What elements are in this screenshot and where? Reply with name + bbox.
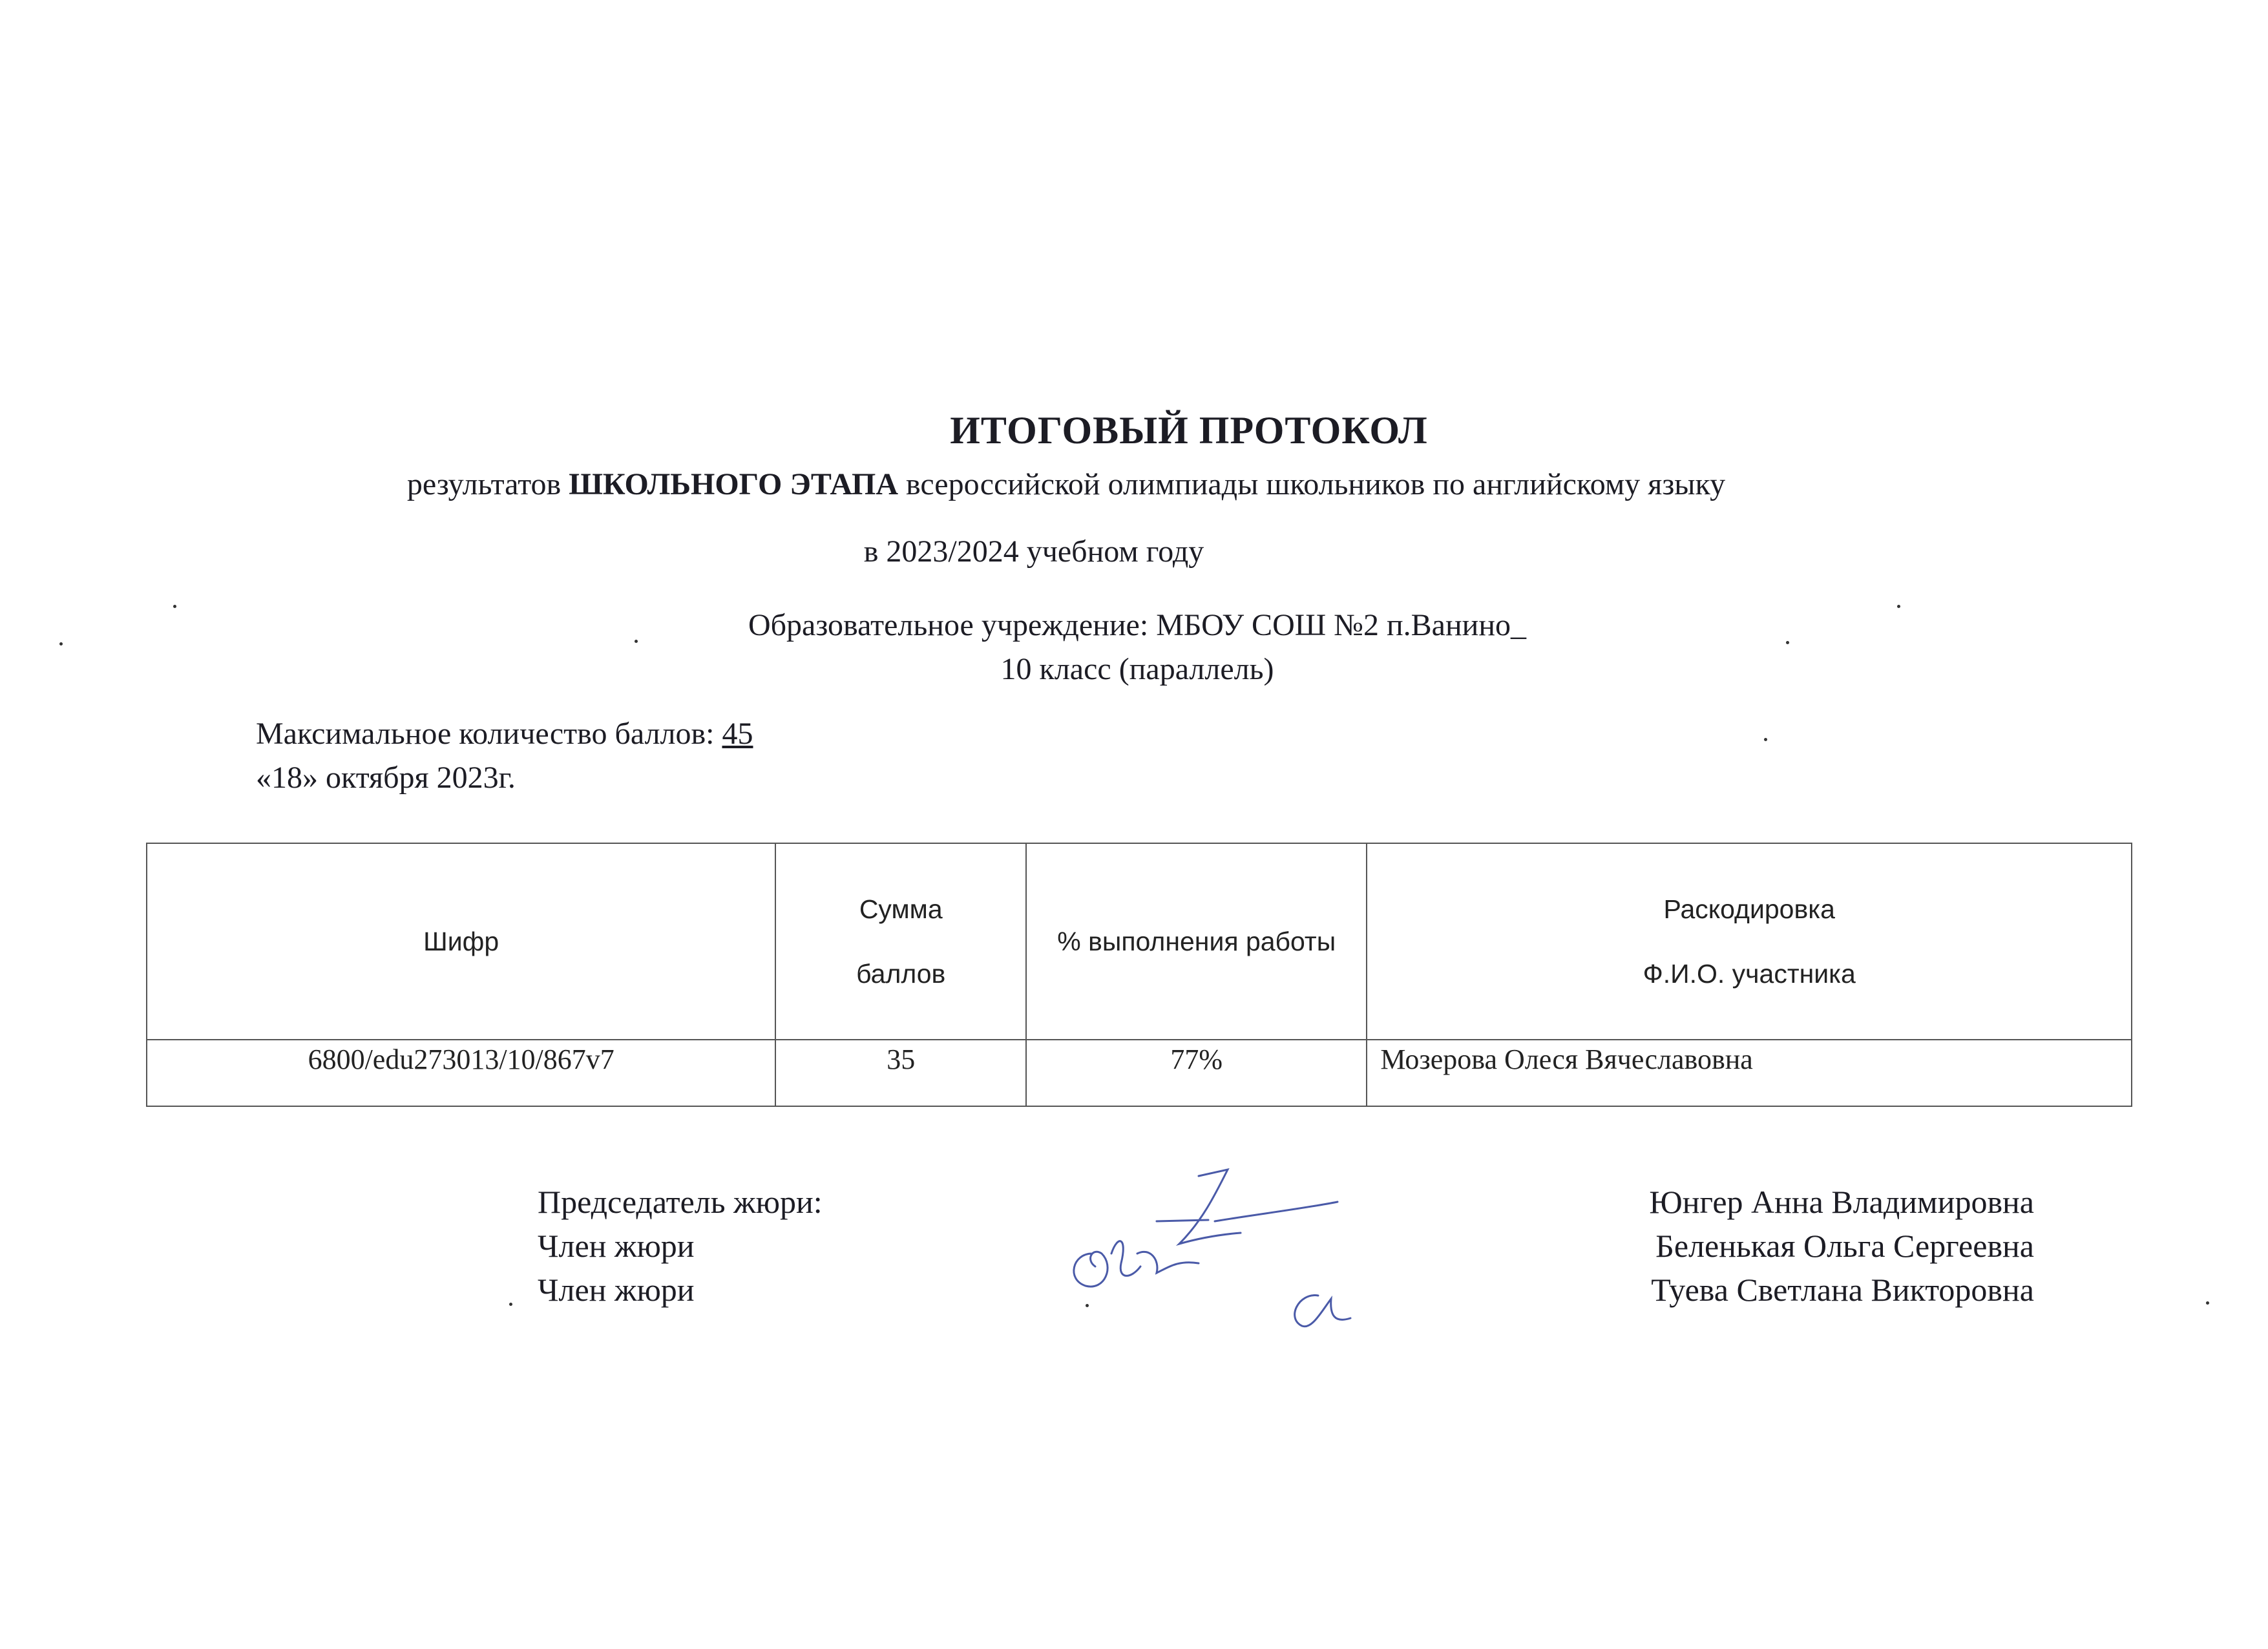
handwritten-signature-icon <box>1047 1157 1396 1338</box>
subtitle-suffix: всероссийской олимпиады школьников по английскому языку <box>905 467 1726 501</box>
scan-speck <box>2206 1301 2209 1305</box>
cell-sum: 35 <box>775 1040 1026 1106</box>
header-sum <box>775 843 1026 1040</box>
scan-speck <box>635 640 638 643</box>
jury-role-member-1: Член жюри <box>538 1228 695 1264</box>
document-title: ИТОГОВЫЙ ПРОТОКОЛ <box>950 409 1428 452</box>
header-decode-line1: Раскодировка <box>1663 894 1835 924</box>
results-table <box>146 843 2132 1107</box>
header-decode-line2: Ф.И.О. участника <box>1643 959 1856 989</box>
scan-speck <box>173 605 176 608</box>
grade-line: 10 класс (параллель) <box>1000 652 1274 686</box>
jury-name-chair: Юнгер Анна Владимировна <box>1649 1184 2034 1220</box>
institution-line: Образовательное учреждение: МБОУ СОШ №2 п.Ванино_ <box>748 608 1527 642</box>
scan-speck <box>1786 641 1789 644</box>
table-header-row <box>147 843 2132 1040</box>
scan-speck <box>1897 605 1900 608</box>
header-sum-line1: Сумма <box>859 894 943 924</box>
jury-names <box>1649 1180 2034 1312</box>
max-score-value: 45 <box>722 717 753 751</box>
max-score-line <box>256 716 753 751</box>
scan-speck <box>59 642 63 646</box>
table-row <box>147 1040 2132 1106</box>
jury-name-member-2: Туева Светлана Викторовна <box>1651 1272 2034 1308</box>
jury-role-chair: Председатель жюри: <box>538 1184 823 1220</box>
max-score-label: Максимальное количество баллов: <box>256 717 715 751</box>
header-percent: % выполнения работы <box>1026 843 1367 1040</box>
subtitle-prefix: результатов <box>406 467 562 501</box>
cell-participant-name: Мозерова Олеся Вячеславовна <box>1367 1040 2132 1106</box>
cell-code: 6800/edu273013/10/867v7 <box>147 1040 775 1106</box>
scan-speck <box>1086 1304 1089 1307</box>
header-decode <box>1367 843 2132 1040</box>
subtitle-bold: ШКОЛЬНОГО ЭТАПА <box>569 467 898 501</box>
scan-speck <box>1764 738 1767 741</box>
academic-year: в 2023/2024 учебном году <box>863 534 1204 569</box>
scan-speck <box>509 1303 512 1306</box>
jury-role-member-2: Член жюри <box>538 1272 695 1308</box>
cell-percent: 77% <box>1026 1040 1367 1106</box>
document-subtitle <box>0 467 2132 502</box>
protocol-date: «18» октября 2023г. <box>256 761 516 795</box>
header-code: Шифр <box>147 843 775 1040</box>
jury-name-member-1: Беленькая Ольга Сергеевна <box>1655 1228 2034 1264</box>
jury-roles <box>538 1180 823 1312</box>
header-sum-line2: баллов <box>856 959 946 989</box>
